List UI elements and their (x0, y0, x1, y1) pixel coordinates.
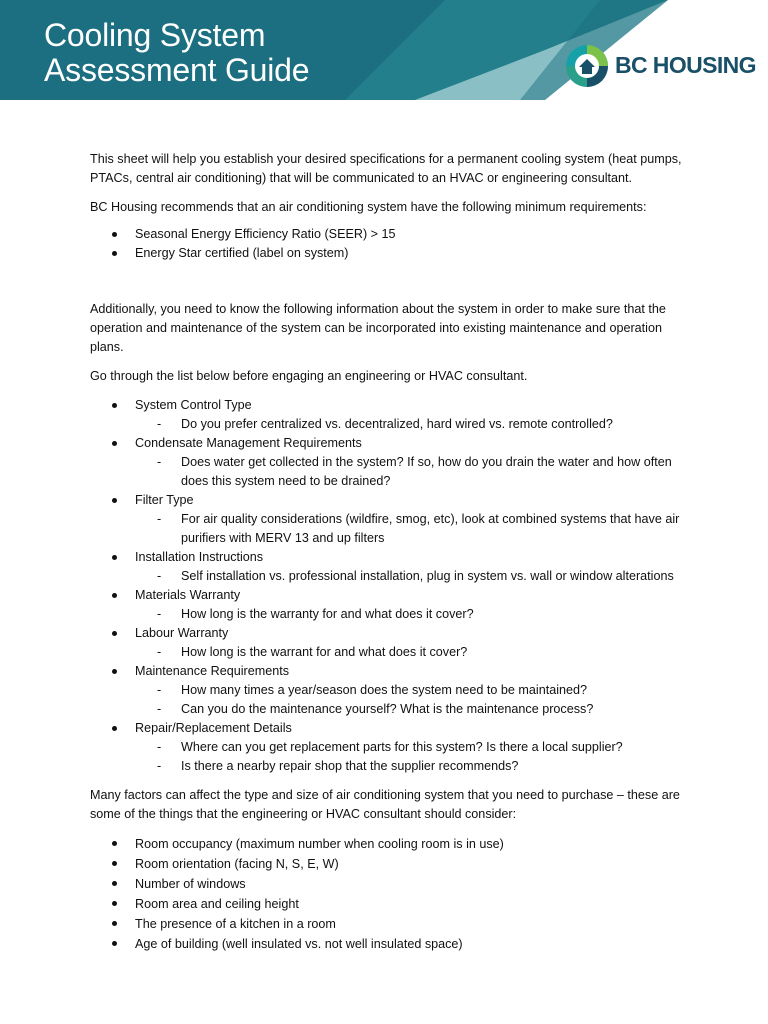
sub-list-item (135, 643, 698, 662)
sub-list-item-text: How long is the warranty for and what does it cover? (181, 607, 474, 621)
bullet-icon (112, 232, 117, 237)
sub-list-item-text: How many times a year/season does the system need to be maintained? (181, 683, 588, 697)
list-item-text: Labour Warranty (135, 626, 229, 640)
requirements-list (90, 225, 698, 263)
sub-list (135, 453, 698, 491)
house-logo-icon (565, 44, 609, 88)
dash-icon: - (157, 740, 162, 754)
sub-list (135, 605, 698, 624)
sub-list (135, 510, 698, 548)
bullet-icon (112, 901, 117, 906)
sub-list-item (135, 700, 698, 719)
list-item-text: Room occupancy (maximum number when cooling room is in use) (135, 837, 504, 851)
sub-list-item (135, 510, 698, 548)
list-item-text: Age of building (well insulated vs. not well insulated space) (135, 937, 463, 951)
sub-list (135, 681, 698, 719)
list-item (90, 225, 698, 244)
requirements-intro: BC Housing recommends that an air conditioning system have the following minimum requirements: (90, 200, 647, 214)
list-item (90, 834, 698, 854)
list-item-text: The presence of a kitchen in a room (135, 917, 336, 931)
list-item-text: Energy Star certified (label on system) (135, 246, 349, 260)
sub-list-item-text: Where can you get replacement parts for this system? Is there a local supplier? (181, 740, 623, 754)
list-item-text: Number of windows (135, 877, 246, 891)
system-info-list (90, 396, 698, 776)
list-item-text: Room orientation (facing N, S, E, W) (135, 857, 339, 871)
list-item (90, 874, 698, 894)
bullet-icon (112, 841, 117, 846)
system-info-paragraph: Additionally, you need to know the following information about the system in order to make sure that the operation and maintenance of the system can be incorporated into existing maintenance and operation plans. (90, 302, 666, 354)
dash-icon: - (157, 683, 162, 697)
bullet-icon (112, 631, 117, 636)
consultant-paragraph: Go through the list below before engaging an engineering or HVAC consultant. (90, 369, 528, 383)
list-item (90, 914, 698, 934)
sub-list (135, 415, 698, 434)
dash-icon: - (157, 607, 162, 621)
intro-paragraph: This sheet will help you establish your desired specifications for a permanent cooling system (heat pumps, PTACs, central air conditioning) that will be communicated to an HVAC or engineering consultant. (90, 152, 682, 185)
logo-wordmark: BC HOUSING (615, 52, 756, 78)
list-item-text: Installation Instructions (135, 550, 264, 564)
list-item-text: Materials Warranty (135, 588, 241, 602)
dash-icon: - (157, 417, 162, 431)
sub-list-item-text: Does water get collected in the system? If so, how do you drain the water and how often does this system need to be drained? (181, 455, 672, 488)
sub-list-item-text: Can you do the maintenance yourself? What is the maintenance process? (181, 702, 594, 716)
document-body (90, 150, 698, 954)
list-item-text: Condensate Management Requirements (135, 436, 362, 450)
list-item (90, 548, 698, 586)
list-item-text: System Control Type (135, 398, 252, 412)
sub-list-item (135, 567, 698, 586)
list-item (90, 662, 698, 719)
bc-housing-logo (565, 44, 757, 90)
dash-icon: - (157, 569, 162, 583)
bullet-icon (112, 498, 117, 503)
sub-list-item (135, 681, 698, 700)
sub-list-item (135, 453, 698, 491)
bullet-icon (112, 726, 117, 731)
list-item-text: Filter Type (135, 493, 194, 507)
sub-list-item (135, 415, 698, 434)
sub-list-item-text: Is there a nearby repair shop that the supplier recommends? (181, 759, 519, 773)
bullet-icon (112, 941, 117, 946)
dash-icon: - (157, 702, 162, 716)
sub-list-item (135, 738, 698, 757)
bullet-icon (112, 921, 117, 926)
dash-icon: - (157, 759, 162, 773)
title-line-2: Assessment Guide (44, 52, 310, 88)
list-item (90, 894, 698, 914)
list-item (90, 586, 698, 624)
list-item-text: Repair/Replacement Details (135, 721, 292, 735)
list-item (90, 491, 698, 548)
title-line-1: Cooling System (44, 17, 266, 53)
dash-icon: - (157, 512, 162, 526)
sub-list (135, 643, 698, 662)
bullet-icon (112, 881, 117, 886)
list-item (90, 434, 698, 491)
sub-list-item-text: Do you prefer centralized vs. decentralized, hard wired vs. remote controlled? (181, 417, 613, 431)
list-item (90, 719, 698, 776)
dash-icon: - (157, 645, 162, 659)
sub-list (135, 567, 698, 586)
sub-list-item (135, 757, 698, 776)
bullet-icon (112, 861, 117, 866)
sub-list (135, 738, 698, 776)
list-item (90, 854, 698, 874)
list-item-text: Maintenance Requirements (135, 664, 290, 678)
list-item-text: Room area and ceiling height (135, 897, 299, 911)
list-item (90, 934, 698, 954)
bullet-icon (112, 251, 117, 256)
bullet-icon (112, 441, 117, 446)
factors-list (90, 834, 698, 954)
bullet-icon (112, 593, 117, 598)
sub-list-item-text: How long is the warrant for and what does it cover? (181, 645, 468, 659)
sub-list-item-text: For air quality considerations (wildfire, smog, etc), look at combined systems that have air purifiers with MERV 13 and up filters (181, 512, 680, 545)
bullet-icon (112, 669, 117, 674)
bullet-icon (112, 403, 117, 408)
list-item (90, 244, 698, 263)
bullet-icon (112, 555, 117, 560)
sub-list-item-text: Self installation vs. professional installation, plug in system vs. wall or window alterations (181, 569, 674, 583)
page-title (44, 18, 309, 88)
dash-icon: - (157, 455, 162, 469)
list-item (90, 624, 698, 662)
list-item (90, 396, 698, 434)
list-item-text: Seasonal Energy Efficiency Ratio (SEER) > 15 (135, 227, 396, 241)
factors-paragraph: Many factors can affect the type and size of air conditioning system that you need to purchase – these are some of the things that the engineering or HVAC consultant should consider: (90, 788, 680, 821)
sub-list-item (135, 605, 698, 624)
